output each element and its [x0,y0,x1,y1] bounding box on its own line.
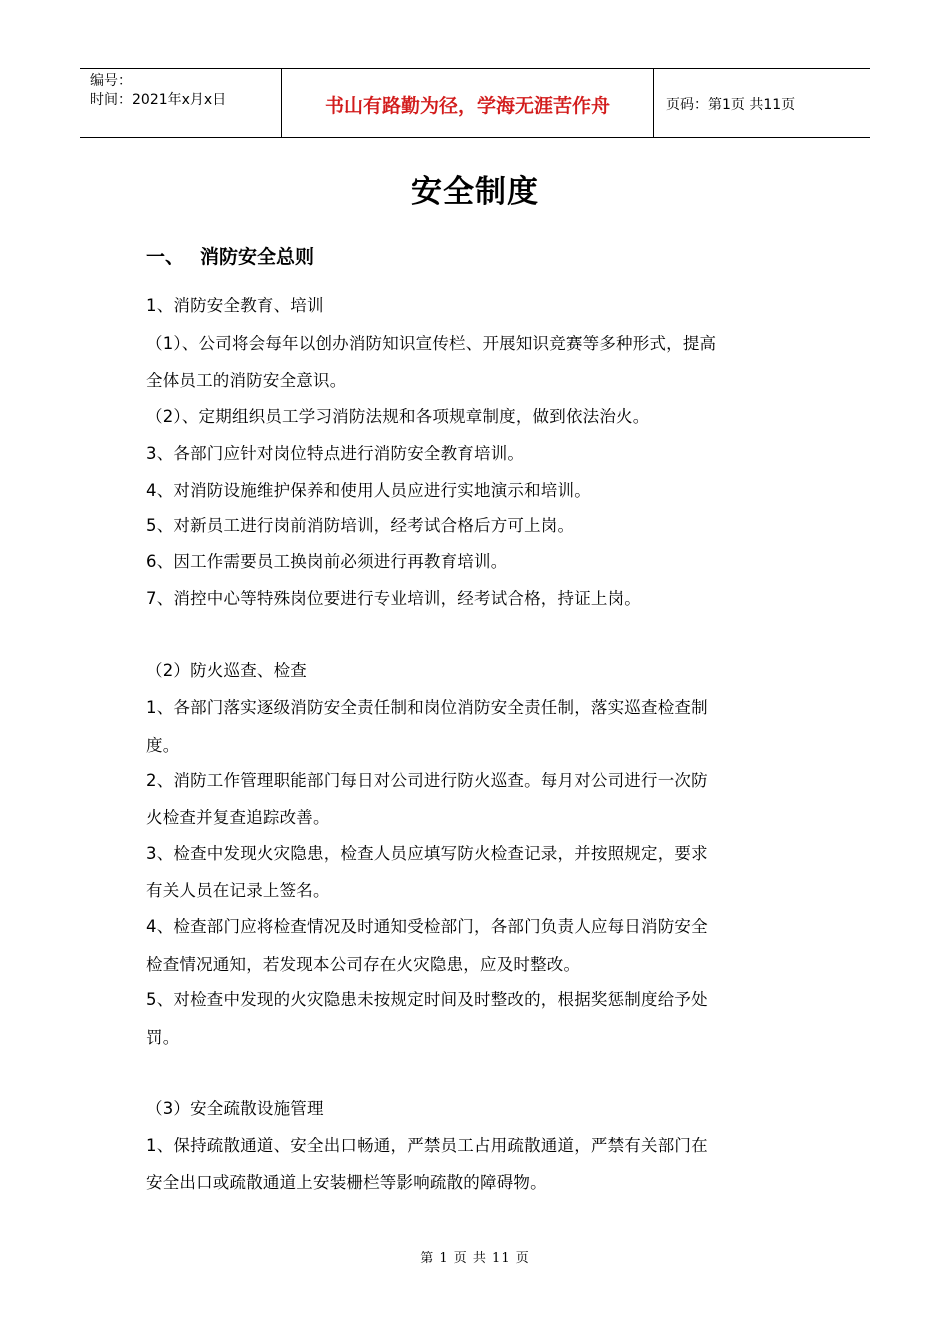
header-meta-cell [80,69,282,137]
header-page-cell [654,69,870,137]
section-heading [146,242,314,269]
body-line: 火检查并复查追踪改善。 [146,808,330,827]
body-line: 7、消控中心等特殊岗位要进行专业培训，经考试合格，持证上岗。 [146,589,641,608]
document-number-label: 编号： [90,73,132,89]
body-line: 全体员工的消防安全意识。 [146,371,347,390]
document-time-label: 时间：2021年x月x日 [90,92,227,108]
body-line: 安全出口或疏散通道上安装栅栏等影响疏散的障碍物。 [146,1173,547,1192]
body-line: 3、各部门应针对岗位特点进行消防安全教育培训。 [146,444,525,463]
body-line: 5、对检查中发现的火灾隐患未按规定时间及时整改的，根据奖惩制度给予处 [146,990,708,1009]
body-line: （2）、定期组织员工学习消防法规和各项规章制度，做到依法治火。 [146,407,650,426]
header-page-info: 页码：第1页 共11页 [666,97,796,113]
header-table [80,68,870,138]
section-number: 一、 [146,246,185,268]
body-line: 有关人员在记录上签名。 [146,881,330,900]
subsection-heading: （3）安全疏散设施管理 [146,1099,324,1118]
section-title-text: 消防安全总则 [200,246,315,268]
body-line: 5、对新员工进行岗前消防培训，经考试合格后方可上岗。 [146,516,575,535]
body-line: 3、检查中发现火灾隐患，检查人员应填写防火检查记录，并按照规定，要求 [146,844,708,863]
body-line: 4、检查部门应将检查情况及时通知受检部门，各部门负责人应每日消防安全 [146,917,708,936]
body-line: 罚。 [146,1028,180,1047]
header-motto-cell [282,69,654,137]
subsection-heading: （2）防火巡查、检查 [146,661,307,680]
page-footer: 第 1 页 共 11 页 [420,1251,530,1266]
body-line: 6、因工作需要员工换岗前必须进行再教育培训。 [146,552,508,571]
body-line: （1）、公司将会每年以创办消防知识宣传栏、开展知识竞赛等多种形式，提高 [146,334,717,353]
body-line: 1、消防安全教育、培训 [146,296,324,315]
body-line: 4、对消防设施维护保养和使用人员应进行实地演示和培训。 [146,481,591,500]
body-line: 2、消防工作管理职能部门每日对公司进行防火巡查。每月对公司进行一次防 [146,771,708,790]
body-line: 1、各部门落实逐级消防安全责任制和岗位消防安全责任制，落实巡查检查制 [146,698,708,717]
body-line: 检查情况通知，若发现本公司存在火灾隐患，应及时整改。 [146,955,581,974]
document-title: 安全制度 [411,174,539,210]
header-motto: 书山有路勤为径，学海无涯苦作舟 [324,95,610,117]
body-line: 1、保持疏散通道、安全出口畅通，严禁员工占用疏散通道，严禁有关部门在 [146,1136,708,1155]
body-line: 度。 [146,736,180,755]
